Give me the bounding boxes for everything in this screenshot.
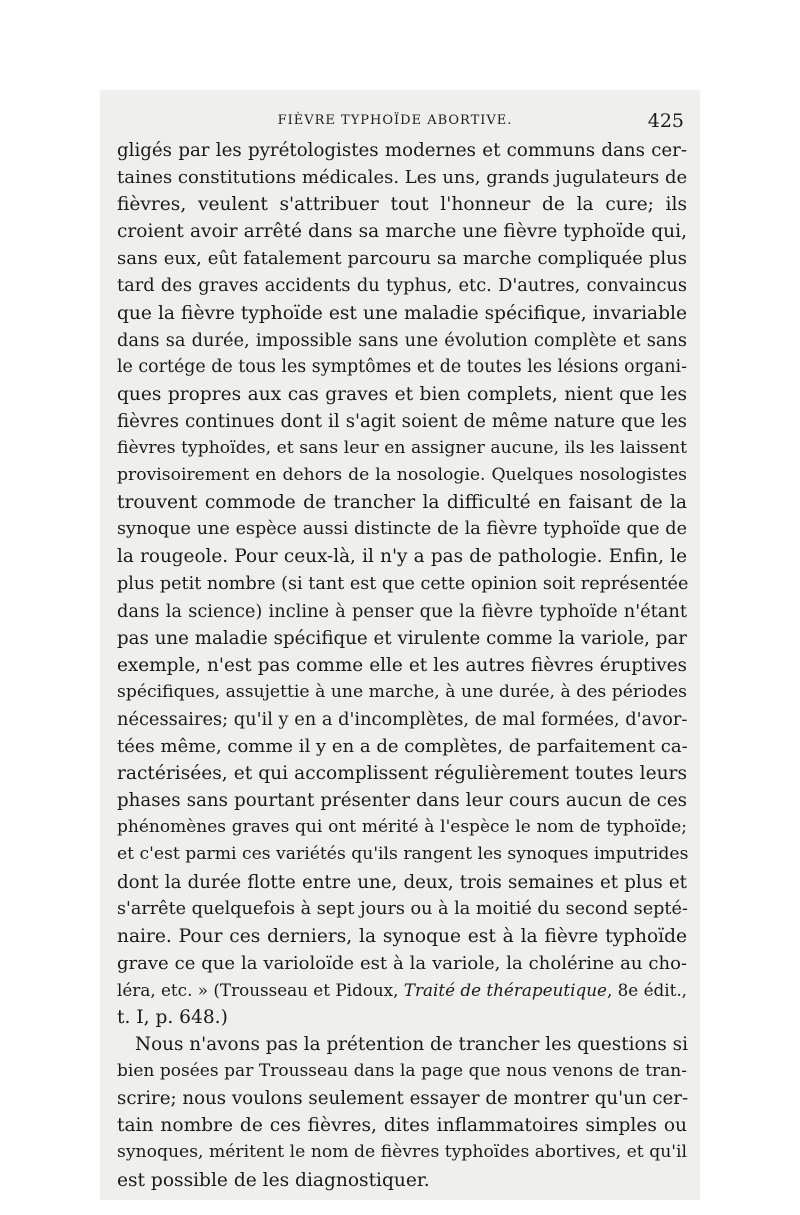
page-number: 425 (647, 110, 684, 132)
text-line: naire. Pour ces derniers, la synoque est à la fièvre typhoïde (117, 925, 687, 947)
text-line: croient avoir arrêté dans sa marche une fièvre typhoïde qui, (117, 221, 687, 243)
text-line: tées même, comme il y en a de complètes, de parfaitement ca- (117, 736, 688, 758)
text-line: exemple, n'est pas comme elle et les autres fièvres éruptives (117, 654, 687, 676)
text-line: bien posées par Trousseau dans la page que nous venons de tran- (117, 1061, 687, 1082)
text-line: fièvres continues dont il s'agit soient de même nature que les (117, 410, 687, 432)
body-text (117, 137, 687, 1194)
text-line: plus petit nombre (si tant est que cette opinion soit représentée (117, 573, 689, 594)
text-line: dont la durée flotte entre une, deux, trois semaines et plus et (117, 871, 687, 893)
text-line: tain nombre de ces fièvres, dites inflammatoires simples ou (117, 1115, 687, 1137)
text-line-last: est possible de les diagnostiquer. (117, 1169, 430, 1191)
text-line: la rougeole. Pour ceux-là, il n'y a pas de pathologie. Enfin, le (117, 546, 687, 568)
text-line: fièvres typhoïdes, et sans leur en assigner aucune, ils les laissent (117, 438, 687, 459)
page-header (100, 110, 690, 132)
text-line: trouvent commode de trancher la difficulté en faisant de la (117, 492, 687, 514)
text-line: scrire; nous voulons seulement essayer de montrer qu'un cer- (117, 1088, 689, 1110)
citation-text-after: , 8e édit., (606, 979, 688, 1000)
text-line: et c'est parmi ces variétés qu'ils rangent les synoques imputrides (117, 844, 689, 865)
text-line: ractérisées, et qui accomplissent régulièrement toutes leurs (117, 763, 687, 785)
book-title: Traité de thérapeutique (403, 979, 607, 1000)
text-line: le cortége de tous les symptômes et de toutes les lésions organi- (117, 356, 687, 377)
text-line: ques propres aux cas graves et bien complets, nient que les (117, 383, 687, 405)
text-line: pas une maladie spécifique et virulente comme la variole, par (117, 627, 687, 649)
text-line: tard des graves accidents du typhus, etc. D'autres, convaincus (117, 275, 687, 297)
text-line: grave ce que la varioloïde est à la variole, la cholérine au cho- (117, 952, 687, 974)
text-line: fièvres, veulent s'attribuer tout l'honneur de la cure; ils (117, 194, 687, 216)
paragraph-1 (117, 137, 687, 1031)
text-line: que la fièvre typhoïde est une maladie spécifique, invariable (117, 302, 687, 324)
running-title: FIÈVRE TYPHOÏDE ABORTIVE. (277, 113, 513, 128)
text-line: synoques, méritent le nom de fièvres typhoïdes abortives, et qu'il (117, 1142, 687, 1163)
text-line: sans eux, eût fatalement parcouru sa marche compliquée plus (117, 248, 687, 270)
text-line-last: t. I, p. 648.) (117, 1007, 228, 1028)
paragraph-2 (117, 1031, 687, 1194)
text-line: nécessaires; qu'il y en a d'incomplètes, de mal formées, d'avor- (117, 708, 688, 730)
text-line: synoque une espèce aussi distincte de la fièvre typhoïde que de (117, 519, 687, 540)
citation-text-before: léra, etc. » (Trousseau et Pidoux, (117, 979, 404, 1000)
text-line: Nous n'avons pas la prétention de trancher les questions si (135, 1034, 688, 1056)
text-line: phases sans pourtant présenter dans leur cours aucun de ces (117, 790, 687, 812)
text-line: phénomènes graves qui ont mérité à l'espèce le nom de typhoïde; (117, 817, 687, 838)
text-line: dans la science) incline à penser que la fièvre typhoïde n'étant (117, 600, 687, 622)
text-line: provisoirement en dehors de la nosologie. Quelques nosologistes (117, 465, 687, 486)
text-line: dans sa durée, impossible sans une évolution complète et sans (117, 329, 687, 351)
citation-line (117, 977, 687, 1004)
text-line: s'arrête quelquefois à sept jours ou à la moitié du second septé- (117, 898, 688, 919)
text-line: gligés par les pyrétologistes modernes et communs dans cer- (117, 140, 687, 161)
text-line: taines constitutions médicales. Les uns, grands jugulateurs de (117, 167, 688, 189)
text-line: spécifiques, assujettie à une marche, à une durée, à des périodes (117, 681, 687, 702)
